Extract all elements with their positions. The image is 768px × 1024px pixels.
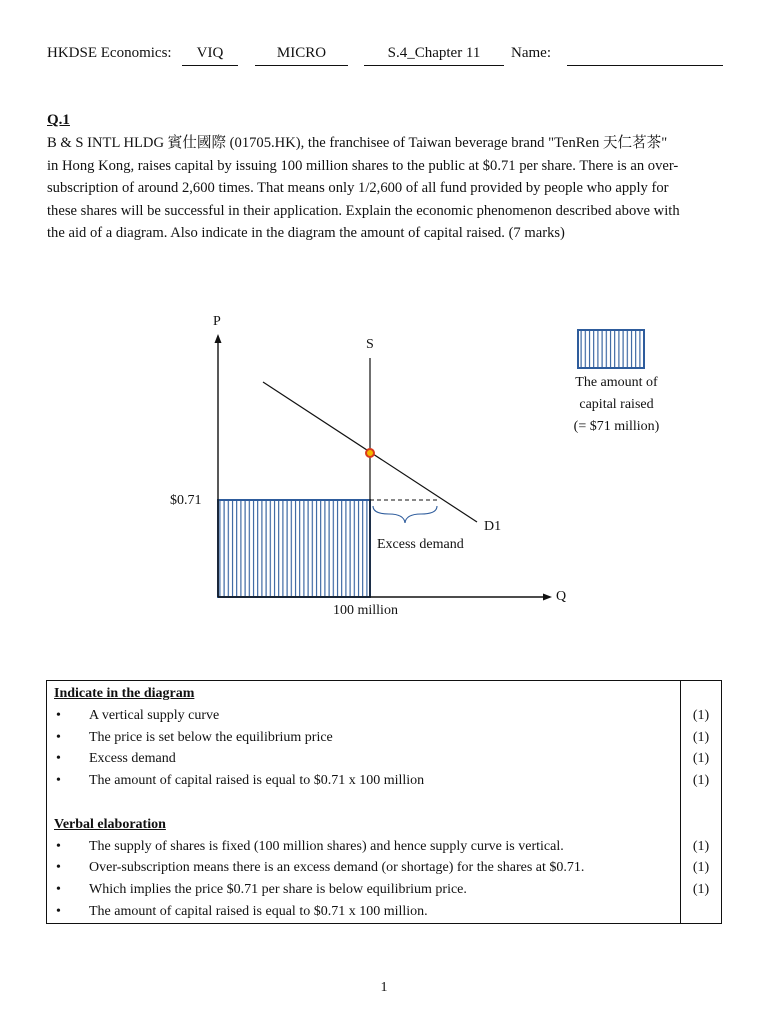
bullet: • bbox=[56, 838, 61, 854]
bullet: • bbox=[56, 860, 61, 876]
mark-value bbox=[681, 901, 721, 923]
question-line: the aid of a diagram. Also indicate in the diagram the amount of capital raised. (7 marks) bbox=[47, 225, 565, 241]
section-title-verbal: Verbal elaboration bbox=[54, 816, 166, 832]
excess-demand-brace bbox=[373, 506, 437, 523]
marks-cell bbox=[681, 681, 722, 924]
marking-points-cell bbox=[47, 681, 681, 924]
y-axis-label: P bbox=[213, 314, 221, 329]
marking-item bbox=[54, 836, 674, 858]
bullet: • bbox=[56, 751, 61, 767]
page-number: 1 bbox=[380, 980, 388, 995]
marking-item bbox=[54, 727, 674, 749]
marking-item bbox=[54, 879, 674, 901]
bullet: • bbox=[56, 882, 61, 898]
marking-item-text: The amount of capital raised is equal to $0.71 x 100 million. bbox=[89, 903, 428, 919]
marking-item-text: The amount of capital raised is equal to $0.71 x 100 million bbox=[89, 773, 425, 789]
marking-item-text: Which implies the price $0.71 per share is below equilibrium price. bbox=[89, 882, 467, 898]
mark-spacer bbox=[681, 792, 721, 814]
marking-item-text: Over-subscription means there is an excess demand (or shortage) for the shares at $0.71. bbox=[89, 860, 585, 876]
excess-demand-label: Excess demand bbox=[377, 537, 464, 552]
marking-item-text: The supply of shares is fixed (100 million shares) and hence supply curve is vertical. bbox=[89, 838, 564, 854]
marking-item bbox=[54, 901, 674, 923]
spacer bbox=[54, 792, 674, 814]
mark-value: (1) bbox=[692, 860, 710, 876]
quantity-label: 100 million bbox=[333, 603, 398, 618]
mark-value: (1) bbox=[692, 707, 710, 723]
chapter-field: S.4_Chapter 11 bbox=[364, 45, 504, 66]
marking-scheme-table bbox=[46, 680, 722, 924]
name-label: Name: bbox=[511, 45, 551, 61]
mark-value: (1) bbox=[692, 882, 710, 898]
type-field: VIQ bbox=[182, 45, 238, 66]
marking-item bbox=[54, 857, 674, 879]
bullet: • bbox=[56, 707, 61, 723]
legend-text bbox=[561, 372, 672, 438]
legend-line: capital raised bbox=[579, 397, 654, 412]
mark-value: (1) bbox=[692, 773, 710, 789]
question-line: in Hong Kong, raises capital by issuing 100 million shares to the public at $0.71 per share. There is an over- bbox=[47, 157, 679, 174]
supply-label: S bbox=[366, 337, 374, 352]
marking-item bbox=[54, 770, 674, 792]
x-axis-label: Q bbox=[556, 589, 567, 604]
question-line: these shares will be successful in their application. Explain the economic phenomenon described above with bbox=[47, 202, 680, 219]
mark-value: (1) bbox=[692, 751, 710, 767]
area-field: MICRO bbox=[255, 45, 348, 66]
demand-label: D1 bbox=[484, 519, 502, 534]
name-input-line[interactable] bbox=[567, 65, 723, 66]
question-line: B & S INTL HLDG 賓仕國際 (01705.HK), the franchisee of Taiwan beverage brand "TenRen 天仁茗茶" bbox=[47, 135, 668, 151]
bullet: • bbox=[56, 729, 61, 745]
equilibrium-point bbox=[366, 449, 374, 457]
marking-item bbox=[54, 705, 674, 727]
legend-line: (= $71 million) bbox=[573, 419, 660, 434]
price-label: $0.71 bbox=[170, 493, 202, 508]
marking-item-text: Excess demand bbox=[89, 751, 176, 767]
question-text bbox=[47, 132, 727, 245]
capital-raised-area bbox=[218, 500, 370, 597]
mark-value: (1) bbox=[692, 838, 710, 854]
question-line: subscription of around 2,600 times. That means only 1/2,600 of all fund provided by people who apply for bbox=[47, 180, 669, 196]
question-title: Q.1 bbox=[47, 112, 70, 128]
mark-spacer bbox=[681, 683, 721, 705]
marking-item-text: A vertical supply curve bbox=[89, 707, 220, 723]
mark-spacer bbox=[681, 814, 721, 836]
course-label: HKDSE Economics: bbox=[47, 45, 172, 61]
supply-demand-diagram bbox=[0, 300, 768, 630]
section-title-diagram: Indicate in the diagram bbox=[54, 686, 195, 701]
marking-item bbox=[54, 748, 674, 770]
legend-swatch bbox=[578, 330, 644, 368]
mark-value: (1) bbox=[692, 729, 710, 745]
marking-item-text: The price is set below the equilibrium price bbox=[89, 729, 333, 745]
bullet: • bbox=[56, 903, 61, 919]
bullet: • bbox=[56, 773, 61, 789]
legend-line: The amount of bbox=[575, 375, 658, 390]
